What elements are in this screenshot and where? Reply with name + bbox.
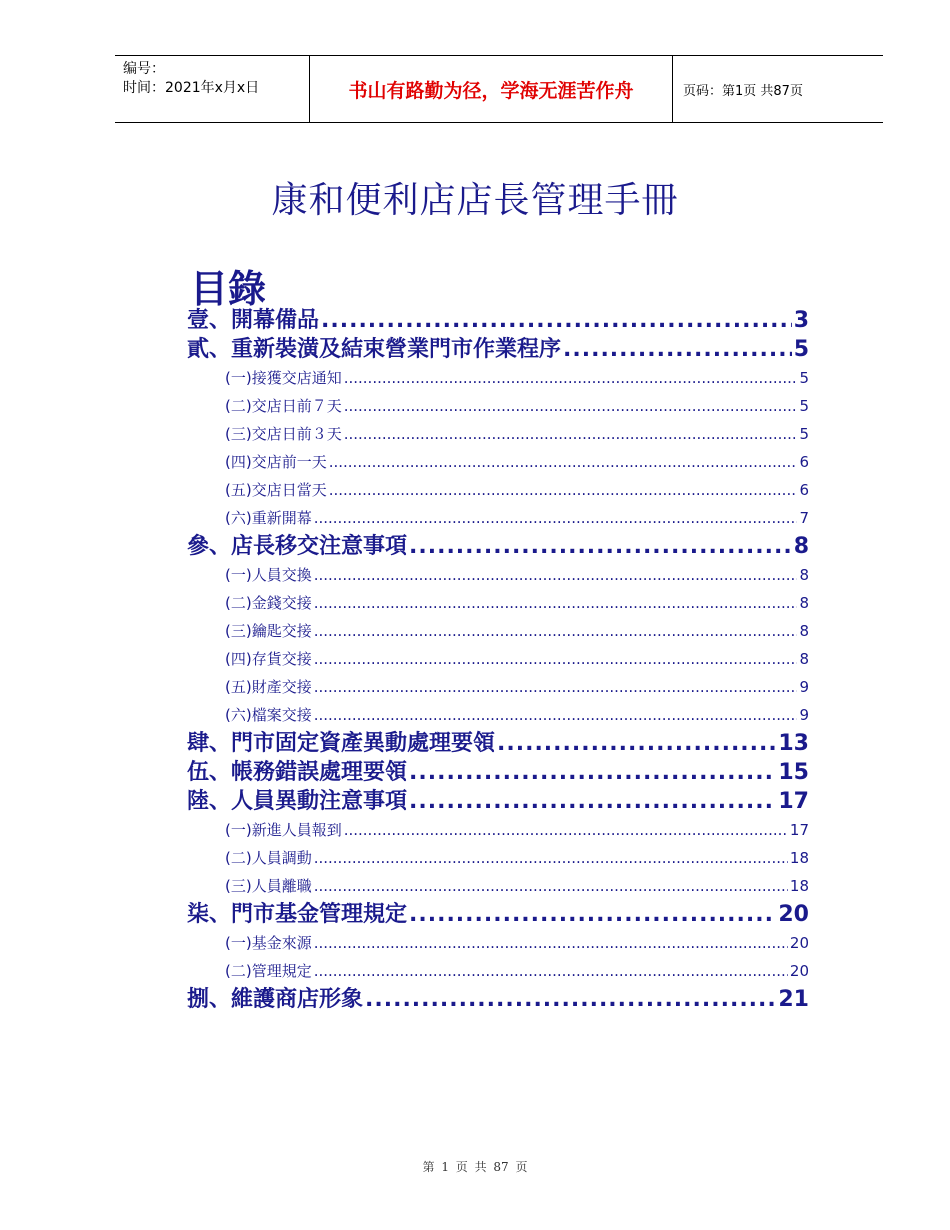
toc-section-entry[interactable] — [187, 957, 809, 985]
toc-entry-text: (一)人員交換 — [225, 566, 312, 584]
toc-page-number: 20 — [778, 902, 809, 927]
toc-dot-leader — [409, 532, 792, 561]
page-header-table — [115, 55, 883, 123]
toc-entry-text: (一)新進人員報到 — [225, 821, 342, 839]
toc-chapter-entry[interactable] — [187, 532, 809, 561]
toc-page-number: 5 — [799, 397, 809, 415]
toc-chapter-entry[interactable] — [187, 787, 809, 816]
toc-dot-leader — [329, 476, 798, 504]
toc-page-number: 17 — [789, 821, 809, 839]
toc-chapter-entry[interactable] — [187, 335, 809, 364]
toc-dot-leader — [409, 758, 776, 787]
header-meta — [115, 56, 310, 122]
toc-page-number: 13 — [778, 731, 809, 756]
document-title: 康和便利店店長管理手冊 — [271, 180, 679, 221]
toc-entry-text: 柒、門市基金管理規定 — [187, 902, 408, 927]
toc-dot-leader — [344, 420, 798, 448]
header-page-info: 页码：第1页 共87页 — [683, 83, 803, 99]
toc-dot-leader — [314, 929, 788, 957]
toc-page-number: 8 — [799, 594, 809, 612]
toc-section-entry[interactable] — [187, 561, 809, 589]
toc-entry-text: (三)人員離職 — [225, 877, 312, 895]
toc-section-entry[interactable] — [187, 504, 809, 532]
toc-page-number: 9 — [799, 706, 809, 724]
toc-page-number: 3 — [793, 308, 809, 333]
toc-entry-text: 捌、維護商店形象 — [187, 987, 364, 1012]
toc-entry-text: (五)財產交接 — [225, 678, 312, 696]
toc-entry-text: (二)金錢交接 — [225, 594, 312, 612]
toc-section-entry[interactable] — [187, 816, 809, 844]
toc-entry-text: (二)人員調動 — [225, 849, 312, 867]
toc-page-number: 17 — [778, 789, 809, 814]
toc-dot-leader — [314, 701, 798, 729]
toc-page-number: 9 — [799, 678, 809, 696]
toc-dot-leader — [497, 729, 776, 758]
toc-section-entry[interactable] — [187, 392, 809, 420]
toc-entry-text: (四)存貨交接 — [225, 650, 312, 668]
toc-page-number: 20 — [789, 962, 809, 980]
toc-section-entry[interactable] — [187, 617, 809, 645]
toc-page-number: 18 — [789, 849, 809, 867]
toc-dot-leader — [409, 900, 776, 929]
toc-entry-text: (二)交店日前７天 — [225, 397, 342, 415]
toc-dot-leader — [344, 364, 798, 392]
toc-entry-text: (五)交店日當天 — [225, 481, 327, 499]
toc-section-entry[interactable] — [187, 364, 809, 392]
toc-page-number: 21 — [778, 987, 809, 1012]
toc-dot-leader — [563, 335, 792, 364]
toc-page-number: 6 — [799, 453, 809, 471]
toc-section-entry[interactable] — [187, 420, 809, 448]
toc-dot-leader — [344, 816, 788, 844]
toc-chapter-entry[interactable] — [187, 758, 809, 787]
toc-section-entry[interactable] — [187, 476, 809, 504]
toc-page-number: 15 — [778, 760, 809, 785]
toc-section-entry[interactable] — [187, 872, 809, 900]
toc-entry-text: (三)交店日前３天 — [225, 425, 342, 443]
toc-page-number: 20 — [789, 934, 809, 952]
toc-page-number: 6 — [799, 481, 809, 499]
toc-dot-leader — [314, 645, 798, 673]
toc-entry-text: (三)鑰匙交接 — [225, 622, 312, 640]
toc-entry-text: 陸、人員異動注意事項 — [187, 789, 408, 814]
toc-dot-leader — [314, 589, 798, 617]
toc-page-number: 5 — [799, 369, 809, 387]
toc-dot-leader — [314, 504, 798, 532]
toc-section-entry[interactable] — [187, 645, 809, 673]
toc-dot-leader — [314, 673, 798, 701]
time-label: 时间：2021年x月x日 — [123, 80, 260, 96]
toc-dot-leader — [365, 985, 776, 1014]
toc-page-number: 18 — [789, 877, 809, 895]
toc-dot-leader — [329, 448, 798, 476]
toc-section-entry[interactable] — [187, 929, 809, 957]
toc-page-number: 8 — [799, 566, 809, 584]
toc-page-number: 7 — [799, 509, 809, 527]
toc-page-number: 8 — [799, 622, 809, 640]
toc-entry-text: (六)檔案交接 — [225, 706, 312, 724]
toc-heading: 目錄 — [190, 267, 267, 311]
toc-dot-leader — [344, 392, 798, 420]
toc-chapter-entry[interactable] — [187, 729, 809, 758]
toc-entry-text: 貳、重新裝潢及結束營業門市作業程序 — [187, 337, 562, 362]
toc-section-entry[interactable] — [187, 844, 809, 872]
toc-page-number: 8 — [793, 534, 809, 559]
toc-page-number: 5 — [793, 337, 809, 362]
toc-dot-leader — [314, 957, 788, 985]
toc-dot-leader — [321, 306, 792, 335]
toc-section-entry[interactable] — [187, 701, 809, 729]
serial-label: 编号： — [123, 61, 165, 77]
toc-entry-text: (一)基金來源 — [225, 934, 312, 952]
page-footer: 第 1 页 共 87 页 — [422, 1160, 528, 1174]
toc-entry-text: (四)交店前一天 — [225, 453, 327, 471]
toc-entry-text: 壹、開幕備品 — [187, 308, 320, 333]
toc-chapter-entry[interactable] — [187, 306, 809, 335]
toc-entry-text: (六)重新開幕 — [225, 509, 312, 527]
toc-dot-leader — [314, 561, 798, 589]
toc-entry-text: (二)管理規定 — [225, 962, 312, 980]
toc-dot-leader — [314, 872, 788, 900]
toc-section-entry[interactable] — [187, 589, 809, 617]
toc-entry-text: 參、店長移交注意事項 — [187, 534, 408, 559]
toc-page-number: 5 — [799, 425, 809, 443]
toc-dot-leader — [314, 617, 798, 645]
toc-dot-leader — [314, 844, 788, 872]
toc-page-number: 8 — [799, 650, 809, 668]
table-of-contents — [187, 306, 809, 1014]
toc-dot-leader — [409, 787, 776, 816]
toc-entry-text: 肆、門市固定資產異動處理要領 — [187, 731, 496, 756]
toc-section-entry[interactable] — [187, 673, 809, 701]
toc-section-entry[interactable] — [187, 448, 809, 476]
toc-chapter-entry[interactable] — [187, 900, 809, 929]
toc-entry-text: 伍、帳務錯誤處理要領 — [187, 760, 408, 785]
header-motto: 书山有路勤为径，学海无涯苦作舟 — [310, 56, 673, 122]
toc-entry-text: (一)接獲交店通知 — [225, 369, 342, 387]
toc-chapter-entry[interactable] — [187, 985, 809, 1014]
